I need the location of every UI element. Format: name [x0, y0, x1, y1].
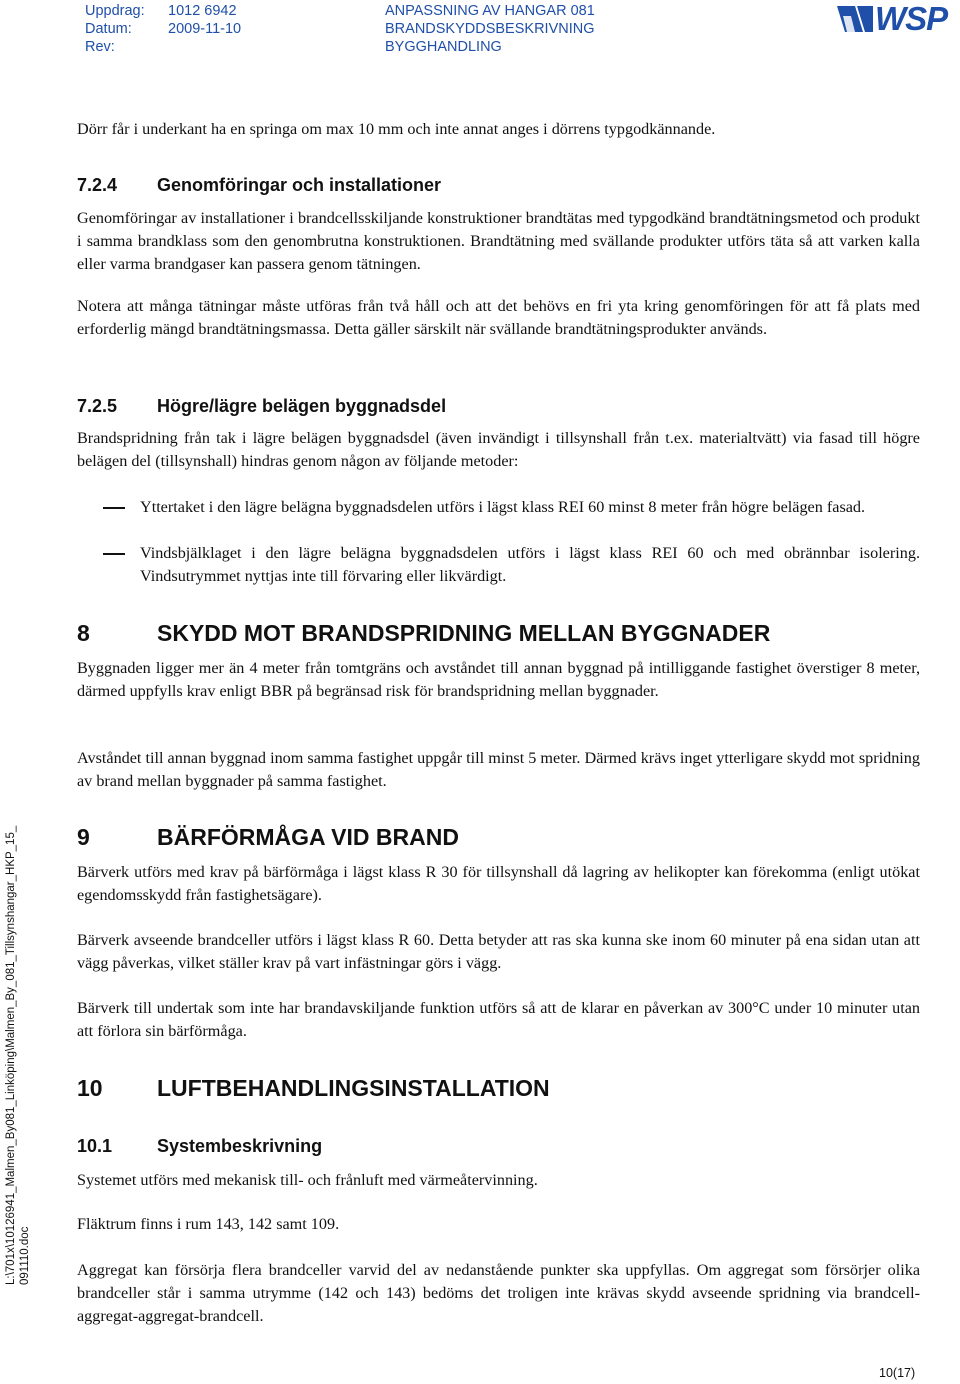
section-title: Systembeskrivning [157, 1136, 323, 1156]
wsp-logo-text: WSP [875, 0, 948, 37]
intro-paragraph: Dörr får i underkant ha en springa om max 10 mm och inte annat anges i dörrens typgodkännande. [77, 120, 716, 138]
section-10-1-paragraph-2: Fläktrum finns i rum 143, 142 samt 109. [77, 1215, 340, 1233]
section-10-1-heading [77, 1135, 322, 1157]
wsp-logo [835, 0, 960, 40]
header-value-assignment: 1012 6942 [168, 3, 237, 19]
section-8-paragraph-1: Byggnaden ligger mer än 4 meter från tomtgräns och avståndet till annan byggnad på intilliggande fastighet överstiger 8 meter, därmed uppfylls krav enligt BBR på begränsad risk för brandspridning mellan byggnader. [77, 659, 920, 700]
file-path-line-2: 091110.doc [19, 1226, 31, 1285]
header-project-title: ANPASSNING AV HANGAR 081 [385, 3, 595, 19]
list-item [77, 496, 920, 519]
section-9-paragraph-2: Bärverk avseende brandceller utförs i lägst klass R 60. Detta betyder att ras ska kunna ske inom 60 minuter på ena sidan utan att vägg påverkas, vilket ställer krav på vart infästningar görs i vägg. [77, 931, 920, 972]
section-title: LUFTBEHANDLINGSINSTALLATION [157, 1075, 550, 1101]
list-item [77, 542, 920, 588]
section-9-paragraph-3: Bärverk till undertak som inte har brandavskiljande funktion utförs så att de klarar en påverkan av 300°C under 10 minuter utan att förlora sin bärförmåga. [77, 999, 920, 1040]
section-10-heading [77, 1074, 550, 1102]
section-title: BÄRFÖRMÅGA VID BRAND [157, 824, 459, 850]
section-number: 7.2.4 [77, 175, 118, 195]
header-label-assignment: Uppdrag: [85, 3, 145, 19]
section-number: 8 [77, 620, 90, 646]
section-10-1-paragraph-3: Aggregat kan försörja flera brandceller varvid del av nedanstående punkter ska uppfyllas. Om aggregat som försörjer olika brandceller står i samma utrymme (142 och 143) bedöms det troligen inte krävas skydd avseende spridning via brandcell-aggregat-aggregat-brandcell. [77, 1261, 920, 1325]
header-label-revision: Rev: [85, 39, 115, 55]
section-number: 9 [77, 824, 90, 850]
header-value-date: 2009-11-10 [168, 21, 242, 37]
page-header [0, 0, 960, 60]
file-path-sidebar [4, 826, 32, 1285]
list-item-text: Yttertaket i den lägre belägna byggnadsdelen utförs i lägst klass REI 60 minst 8 meter från högre belägen fasad. [140, 498, 866, 516]
section-number: 7.2.5 [77, 396, 118, 416]
section-7-2-5-paragraph-1: Brandspridning från tak i lägre belägen byggnadsdel (även invändigt i tillsynshall från t.ex. materialtvätt) via fasad till högre belägen del (tillsynshall) hindras genom någon av följande metoder: [77, 429, 920, 470]
section-number: 10.1 [77, 1136, 113, 1156]
wsp-logo-mark-icon [835, 2, 875, 38]
header-document-type: BRANDSKYDDSBESKRIVNING [385, 21, 595, 37]
section-number: 10 [77, 1075, 103, 1101]
list-item-text: Vindsbjälklaget i den lägre belägna byggnadsdelen utförs i lägst klass REI 60 och med obrännbar isolering. Vindsutrymmet nyttjas inte till förvaring eller likvärdigt. [140, 544, 920, 585]
section-8-heading [77, 619, 770, 647]
section-7-2-5-heading [77, 395, 446, 417]
dash-bullet-icon [103, 507, 125, 509]
section-title: Genomföringar och installationer [157, 175, 442, 195]
section-7-2-4-paragraph-2: Notera att många tätningar måste utföras från två håll och att det behövs en fri yta kring genomföringen för att få plats med erforderlig mängd brandtätningsmassa. Detta gäller särskilt när svällande brandtätningsprodukter används. [77, 297, 920, 338]
section-title: SKYDD MOT BRANDSPRIDNING MELLAN BYGGNADER [157, 620, 771, 646]
dash-bullet-icon [103, 553, 125, 555]
section-7-2-4-paragraph-1: Genomföringar av installationer i brandcellsskiljande konstruktioner brandtätas med typgodkänd brandtätningsmetod och produkt i samma brandklass som den genombrutna konstruktionen. Brandtätning med svällande produkter utförs täta så att varken kalla eller varma brandgaser kan passera genom tätningen. [77, 209, 920, 273]
header-label-date: Datum: [85, 21, 132, 37]
section-7-2-4-heading [77, 174, 441, 196]
section-8-paragraph-2: Avståndet till annan byggnad inom samma fastighet uppgår till minst 5 meter. Därmed krävs inget ytterligare skydd mot spridning av brand mellan byggnader på samma fastighet. [77, 749, 920, 790]
section-10-1-paragraph-1: Systemet utförs med mekanisk till- och frånluft med värmeåtervinning. [77, 1171, 538, 1189]
section-9-heading [77, 823, 459, 851]
section-9-paragraph-1: Bärverk utförs med krav på bärförmåga i lägst klass R 30 för tillsynshall då lagring av helikopter kan förekomma (enligt utökat egendomsskydd från fastighetsägare). [77, 863, 920, 904]
file-path-line-1: L:\701x\10126941_Malmen_By081_Linköping\Malmen_By_081_Tillsynshangar_HKP_15_ [5, 825, 17, 1285]
section-title: Högre/lägre belägen byggnadsdel [157, 396, 447, 416]
page-number: 10(17) [879, 1366, 916, 1380]
header-phase: BYGGHANDLING [385, 39, 502, 55]
